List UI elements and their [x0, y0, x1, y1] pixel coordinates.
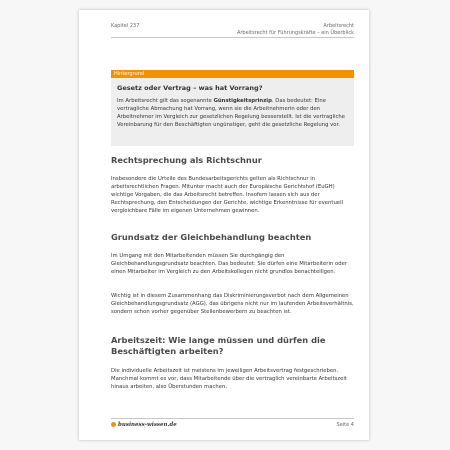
section-paragraph: Im Umgang mit den Mitarbeitenden müssen Sie durchgängig den Gleichbehandlungsgrundsatz beachten. Das bedeutet: Sie dürfen eine Mitarbeiterin oder einen Mitarbeiter im Vergleich zu den Arbeitskollegen nicht grundlos benachteiligen. — [111, 253, 348, 275]
info-box-text-part1: Im Arbeitsrecht gilt das sogenannte — [117, 98, 214, 104]
footer-page-number: Seite 4 — [336, 422, 354, 428]
section-heading: Grundsatz der Gleichbehandlung beachten — [111, 232, 312, 242]
info-box-title: Gesetz oder Vertrag – was hat Vorrang? — [117, 84, 263, 92]
info-box-text-part2: . Das bedeutet: Eine vertragliche Abmachung hat Vorrang, wenn sie die Arbeitnehmerin oder den Arbeitnehmer im Vergleich zur gesetzlichen Regelung besserstellt. Ist die vertragliche Vereinbarung für den Beschäftigten ungünstiger, geht die gesetzliche Regelung vor. — [117, 98, 345, 129]
section-heading: Arbeitszeit: Wie lange müssen und dürfen die Beschäftigten arbeiten? — [111, 335, 326, 356]
document-page — [79, 10, 369, 440]
header-divider — [111, 37, 354, 38]
info-box-text-bold: Günstigkeitsprinzip — [213, 98, 272, 104]
header-title-block — [237, 23, 354, 37]
header-subtitle: Arbeitsrecht für Führungskräfte – ein Überblick — [236, 30, 354, 36]
info-box-tag: Hintergrund — [111, 70, 354, 78]
logo-dot-icon — [111, 422, 116, 427]
section-paragraph: Die individuelle Arbeitszeit ist meistens im jeweiligen Arbeitsvertrag festgeschrieben. Manchmal kommt es vor, dass Mitarbeitende über die vertraglich vereinbarte Arbeitszeit hinaus arbeiten, also Überstunden machen. — [111, 368, 347, 390]
info-box-text — [117, 97, 348, 129]
section-heading: Rechtsprechung als Richtschnur — [111, 155, 262, 165]
header-chapter: Kapitel 237 — [111, 23, 140, 29]
section-paragraph: Insbesondere die Urteile des Bundesarbeitsgerichts gelten als Richtschnur in arbeitsrechtlichen Fragen. Mitunter macht auch der Europäische Gerichtshof (EuGH) wichtige Vorgaben, die das Arbeitsrecht betreffen. Insofern lassen sich aus der Rechtsprechung, den Entscheidungen der Gerichte, wichtige Erkenntnisse für eventuell vergleichbare Fälle im eigenen Unternehmen gewinnen. — [111, 176, 344, 214]
footer-logo — [111, 422, 177, 428]
info-box — [111, 70, 354, 146]
footer-logo-text: business-wissen.de — [118, 422, 177, 428]
header-title: Arbeitsrecht — [323, 23, 354, 29]
section-paragraph: Wichtig ist in diesem Zusammenhang das Diskriminierungsverbot nach dem Allgemeinen Gleichbehandlungsgrundsatz (AGG), das übrigens nicht nur im laufenden Arbeitsverhältnis, sondern schon vorher gegenüber Stellenbewerbern zu beachten ist. — [111, 293, 354, 315]
footer-divider — [111, 418, 354, 419]
